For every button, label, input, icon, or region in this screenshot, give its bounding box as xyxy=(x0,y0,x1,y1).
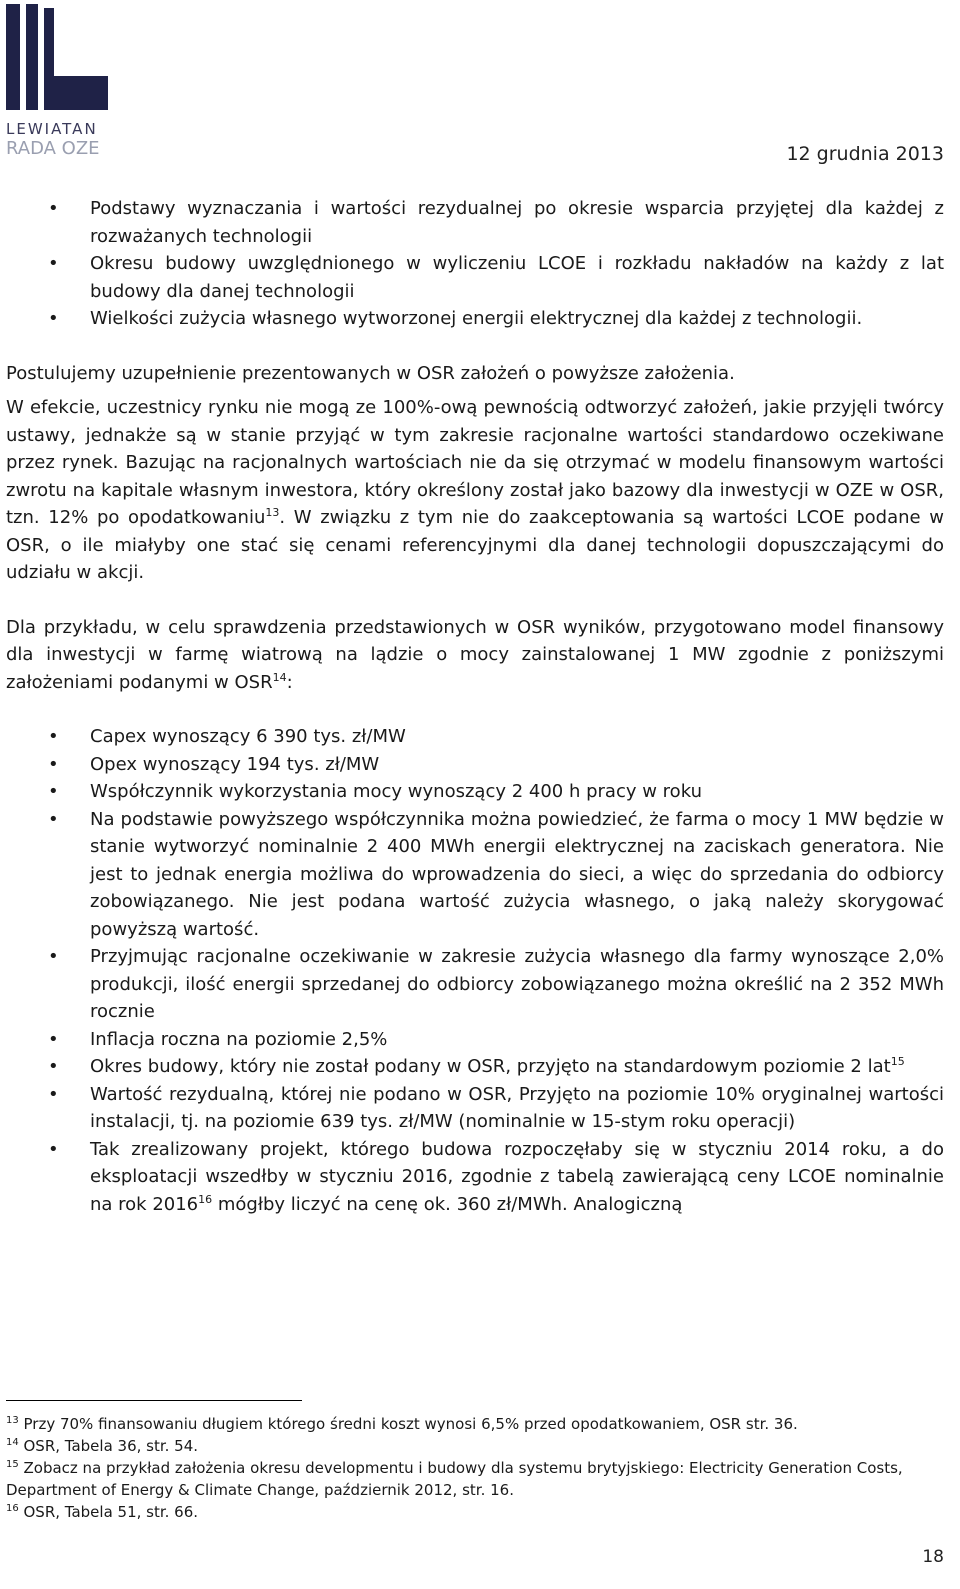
footnote: $^{15}$ Zobacz na przykład założenia okresu developmentu i budowy dla systemu brytyjskiego: Electricity Generation Costs, Department of Energy & Climate Change, październik 2012, str. 16. xyxy=(6,1459,903,1499)
footnote-ref: 14 xyxy=(272,670,287,684)
list-item: • Tak zrealizowany projekt, którego budowa rozpoczęłaby się w styczniu 2014 roku, a do eksploatacji wszedłby w styczniu 2016, zgodnie z tabelą zawierającą ceny LCOE nominalnie na rok 2016$^{16}$ mógłby liczyć na cenę ok. 360 zł/MWh. Analogiczną xyxy=(90,1136,944,1219)
list-item: • Na podstawie powyższego współczynnika można powiedzieć, że farma o mocy 1 MW będzie w stanie wytworzyć nominalnie 2 400 MWh energii elektrycznej na zaciskach generatora. Nie jest to jednak energia możliwa do wprowadzenia do sieci, a więc do sprzedania do odbiorcy zobowiązanego. Nie jest podana wartość zużycia własnego, o jaką należy skorygować powyższą wartość. xyxy=(90,806,944,944)
list-item: • Inflacja roczna na poziomie 2,5% xyxy=(90,1026,944,1054)
footnote-ref: 16 xyxy=(198,1192,213,1206)
paragraph-postulate: Postulujemy uzupełnienie prezentowanych w OSR założeń o powyższe założenia. xyxy=(6,362,735,384)
footnotes xyxy=(6,1400,944,1523)
paragraph-example: Dla przykładu, w celu sprawdzenia przedstawionych w OSR wyników, przygotowano model finansowy dla inwestycji w farmę wiatrową na lądzie o mocy zainstalowanej 1 MW zgodnie z poniższymi założeniami podanymi w OSR$^{14}$: xyxy=(6,616,944,693)
footnote-divider xyxy=(6,1400,302,1401)
paragraph-effect: W efekcie, uczestnicy rynku nie mogą ze 100%-ową pewnością odtworzyć założeń, jakie przyjęli twórcy ustawy, jednakże są w stanie przyjąć w tym zakresie racjonalne wartości standardowo oczekiwane przez rynek. Bazując na racjonalnych wartościach nie da się otrzymać w modelu finansowym wartości zwrotu na kapitale własnym inwestora, który określony został jako bazowy dla inwestycji w OZE w OSR, tzn. 12% po opodatkowaniu$^{13}$. W związku z tym nie do zaakceptowania są wartości LCOE podane w OSR, o ile miałyby one stać się cenami referencyjnymi dla danej technologii dopuszczającymi do udziału w akcji. xyxy=(6,397,944,583)
list-item: • Capex wynoszący 6 390 tys. zł/MW xyxy=(90,723,944,751)
list-item: • Wielkości zużycia własnego wytworzonej energii elektrycznej dla każdej z technologii. xyxy=(90,305,944,333)
lewiatan-logo xyxy=(6,4,110,159)
footnote: $^{13}$ Przy 70% finansowaniu długiem którego średni koszt wynosi 6,5% przed opodatkowaniem, OSR str. 36. xyxy=(6,1415,798,1433)
list-item: • Okresu budowy uwzględnionego w wyliczeniu LCOE i rozkładu nakładów na każdy z lat budowy dla danej technologii xyxy=(90,250,944,305)
list-item: • Przyjmując racjonalne oczekiwanie w zakresie zużycia własnego dla farmy wynoszące 2,0% produkcji, ilość energii sprzedanej do odbiorcy zobowiązanego można określić na 2 352 MWh rocznie xyxy=(90,943,944,1026)
assumptions-list-top xyxy=(6,195,944,333)
list-item: • Okres budowy, który nie został podany w OSR, przyjęto na standardowym poziomie 2 lat$^{15}$ xyxy=(90,1053,944,1081)
lewiatan-l-mark-icon xyxy=(6,4,110,116)
list-item: • Współczynnik wykorzystania mocy wynoszący 2 400 h pracy w roku xyxy=(90,778,944,806)
footnote-ref: 15 xyxy=(890,1055,905,1068)
list-item: • Opex wynoszący 194 tys. zł/MW xyxy=(90,751,944,779)
footnote-ref: 13 xyxy=(265,506,280,519)
document-body xyxy=(6,195,944,1218)
logo-name: LEWIATAN xyxy=(6,120,98,138)
list-item: • Wartość rezydualną, której nie podano w OSR, Przyjęto na poziomie 10% oryginalnej wartości instalacji, tj. na poziomie 639 tys. zł/MW (nominalnie w 15-stym roku operacji) xyxy=(90,1081,944,1136)
assumptions-list-main xyxy=(6,723,944,1218)
list-item: • Podstawy wyznaczania i wartości rezydualnej po okresie wsparcia przyjętej dla każdej z rozważanych technologii xyxy=(90,195,944,250)
page-number: 18 xyxy=(922,1547,944,1567)
footnote: $^{14}$ OSR, Tabela 36, str. 54. xyxy=(6,1437,199,1455)
logo-subtitle: RADA OZE xyxy=(6,138,100,159)
document-date: 12 grudnia 2013 xyxy=(786,143,944,165)
footnote: $^{16}$ OSR, Tabela 51, str. 66. xyxy=(6,1503,199,1521)
